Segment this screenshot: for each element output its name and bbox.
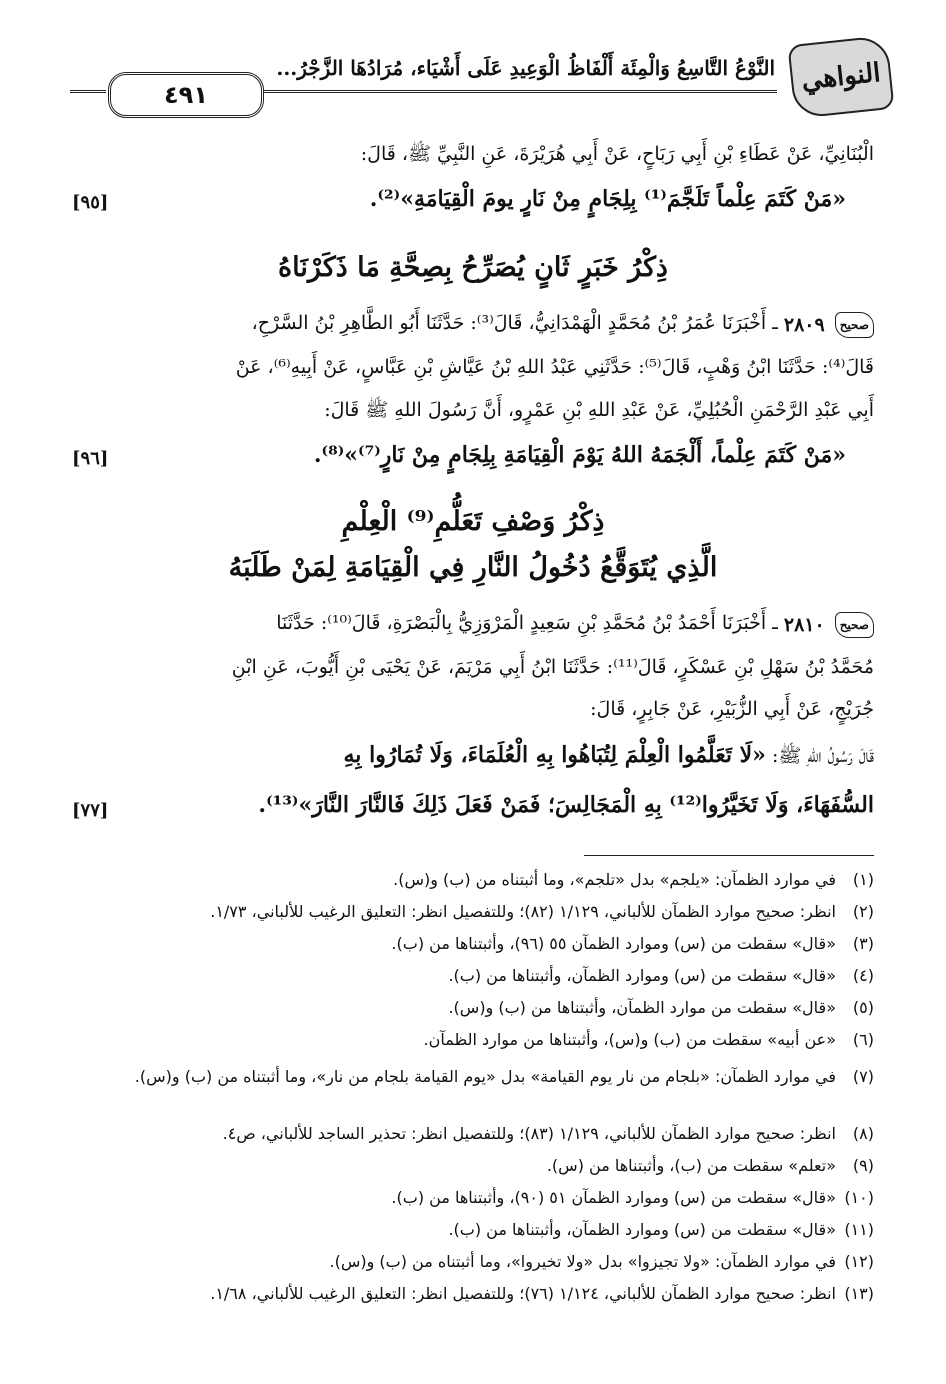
footnote [68,870,874,889]
footnote-text: انظر: صحيح موارد الظمآن للألباني، ١/١٢٩ (٨٣)؛ وللتفصيل انظر: تحذير الساجد للألباني، ص٤. [222,1124,836,1143]
hadith-quote-77-line-2: السُّفَهَاءَ، وَلَا تَخَيَّرُوا⁽¹²⁾ بِهِ الْمَجَالِسَ؛ فَمَنْ فَعَلَ ذَلِكَ فَالنَّارَ النَّارَ»⁽¹³⁾. [258,792,874,818]
page-number: ٤٩١ [108,72,264,118]
footnote [68,1284,874,1303]
footnote-number: (٥) [852,998,874,1017]
hadith-2810-line-3: جُرَيْجٍ، عَنْ أَبِي الزُّبَيْرِ، عَنْ جَابِرٍ، قَالَ: [590,698,874,720]
footnote [68,998,874,1017]
footnote-text: «قال» سقطت من (س) وموارد الظمآن، وأثبتناها من (ب). [448,966,836,985]
section-heading-1: ذِكْرُ خَبَرٍ ثَانٍ يُصَرِّحُ بِصِحَّةِ مَا ذَكَرْنَاهُ [278,252,668,283]
footnote-text: «قال» سقطت من (س) وموارد الظمآن ٥١ (٩٠)، وأثبتناها من (ب). [391,1188,836,1207]
footnote-text: في موارد الظمآن: «يلجم» بدل «تلجم»، وما أثبتناه من (ب) و(س). [393,870,836,889]
footnote-text: «عن أبيه» سقطت من (ب) و(س)، وأثبتناها من موارد الظمآن. [423,1030,836,1049]
hadith-number-2810 [784,612,874,638]
footnote-text: «قال» سقطت من (س) وموارد الظمآن ٥٥ (٩٦)، وأثبتناها من (ب). [391,934,836,953]
body-line-1: الْبُنَانِيِّ، عَنْ عَطَاءِ بْنِ أَبِي رَبَاحٍ، عَنْ أَبِي هُرَيْرَةَ، عَنِ النَّبِيِّ ﷺ، قَالَ: [360,143,874,165]
footnote [68,966,874,985]
hadith-2809-line-1 [72,312,874,338]
footnote-number: (٢) [852,902,874,921]
hadith-2810-line-1 [72,612,874,638]
hadith-number-text: ٢٨٠٩ [783,314,825,336]
footnote-number: (٩) [852,1156,874,1175]
section-heading-2b: الَّذِي يُتَوَقَّعُ دُخُولُ النَّارِ فِي الْقِيَامَةِ لِمَنْ طَلَبَهُ [228,552,718,583]
chapter-badge: النواهي [787,35,894,119]
footnote-number: (١) [852,870,874,889]
header-rule-right [260,90,777,93]
header-rule-left [70,90,106,93]
footnote [68,1124,874,1143]
footnote [68,1188,874,1207]
footnote-text: في موارد الظمآن: «بلجام من نار يوم القيامة» بدل «يوم القيامة بلجام من نار»، وما أثبتناه من (ب) و(س). [134,1067,836,1086]
hadith-number-text-2: ٢٨١٠ [783,614,825,636]
footnote-number: (٦) [852,1030,874,1049]
hadith-2809-line-2: قَالَ⁽⁴⁾: حَدَّثَنَا ابْنُ وَهْبٍ، قَالَ⁽⁵⁾: حَدَّثَنِي عَبْدُ اللهِ بْنُ عَيَّاشِ بْنِ عَبَّاسٍ، عَنْ أَبِيهِ⁽⁶⁾، عَنْ [235,356,874,378]
footnote-text: انظر: صحيح موارد الظمآن للألباني، ١/١٢٩ (٨٢)؛ وللتفصيل انظر: التعليق الرغيب للألباني، ١/٧٣. [210,902,836,921]
hadith-2810-line-2: مُحَمَّدُ بْنُ سَهْلِ بْنِ عَسْكَرٍ، قَالَ⁽¹¹⁾: حَدَّثَنَا ابْنُ أَبِي مَرْيَمَ، عَنْ يَحْيَى بْنِ أَيُّوبَ، عَنِ ابْنِ [231,656,874,678]
quote-intro: قَالَ رَسُولُ اللهِ ﷺ: [771,745,874,767]
footnote [68,1156,874,1175]
footnote-number: (٧) [852,1067,874,1086]
footnote-number: (٣) [852,934,874,953]
footnote-text: في موارد الظمآن: «ولا تجيزوا» بدل «ولا تخيروا»، وما أثبتناه من (ب) و(س). [329,1252,836,1271]
hadith-2809-text-1: ـ أَخْبَرَنَا عُمَرُ بْنُ مُحَمَّدٍ الْهَمْدَانِيُّ، قَالَ⁽³⁾: حَدَّثَنَا أَبُو الطَّاهِرِ بْنُ السَّرْحِ، [251,312,778,334]
footnote-text: «قال» سقطت من (س) وموارد الظمآن، وأثبتناها من (ب). [448,1220,836,1239]
footnote-separator [584,855,874,856]
sahih-tag: صحيح [835,312,874,338]
reference-95: [٩٥] [72,192,109,213]
footnote-number: (٤) [852,966,874,985]
reference-96: [٩٦] [72,448,109,469]
hadith-2810-text-1: ـ أَخْبَرَنَا أَحْمَدُ بْنُ مُحَمَّدِ بْنِ سَعِيدٍ الْمَرْوَزِيُّ بِالْبَصْرَةِ، قَالَ⁽¹⁰⁾: حَدَّثَنَا [276,612,778,634]
footnote-text: «قال» سقطت من موارد الظمآن، وأثبتناها من (ب) و(س). [448,998,836,1017]
footnote-text: انظر: صحيح موارد الظمآن للألباني، ١/١٢٤ (٧٦)؛ وللتفصيل انظر: التعليق الرغيب للألباني، ١/٦٨. [210,1284,836,1303]
footnote-text: «تعلم» سقطت من (ب)، وأثبتناها من (س). [546,1156,836,1175]
footnote-number: (١٢) [844,1252,874,1271]
hadith-2809-line-3: أَبِي عَبْدِ الرَّحْمَنِ الْحُبُلِيِّ، عَنْ عَبْدِ اللهِ بْنِ عَمْرٍو، أَنَّ رَسُولَ اللهِ ﷺ قَالَ: [324,399,874,421]
reference-77: [٧٧] [72,800,109,821]
quote-77-part-a: «لَا تَعَلَّمُوا الْعِلْمَ لِتُبَاهُوا بِهِ الْعُلَمَاءَ، وَلَا تُمَارُوا بِهِ [343,742,766,768]
footnote [68,1252,874,1271]
footnote-number: (١٠) [844,1188,874,1207]
footnote [68,1220,874,1239]
footnote [72,1064,874,1090]
hadith-quote-77-line-1 [72,742,874,772]
footnote-number: (١٣) [844,1284,874,1303]
footnote [68,902,874,921]
section-heading-2a: ذِكْرُ وَصْفِ تَعَلُّمِ⁽⁹⁾ الْعِلْمِ [341,506,605,537]
footnote [68,1030,874,1049]
hadith-quote-96: «مَنْ كَتَمَ عِلْماً، أَلْجَمَهُ اللهُ يَوْمَ الْقِيَامَةِ بِلِجَامٍ مِنْ نَارٍ⁽⁷⁾»⁽⁸⁾. [313,442,846,468]
footnote-number: (١١) [844,1220,874,1239]
hadith-quote-95: «مَنْ كَتَمَ عِلْماً تَلَجَّمَ⁽¹⁾ بِلِجَامٍ مِنْ نَارٍ يومَ الْقِيَامَةِ»⁽²⁾. [369,186,846,212]
sahih-tag-2: صحيح [835,612,874,638]
page-header [70,40,885,110]
running-title: النَّوْعُ التَّاسِعُ وَالْمِئَة أَلْفَاظُ الْوَعِيدِ عَلَى أَشْيَاء، مُرَادُهَا الزَّجْرُ... [276,56,775,80]
footnote [68,934,874,953]
hadith-number-2809 [784,312,874,338]
footnote-number: (٨) [852,1124,874,1143]
